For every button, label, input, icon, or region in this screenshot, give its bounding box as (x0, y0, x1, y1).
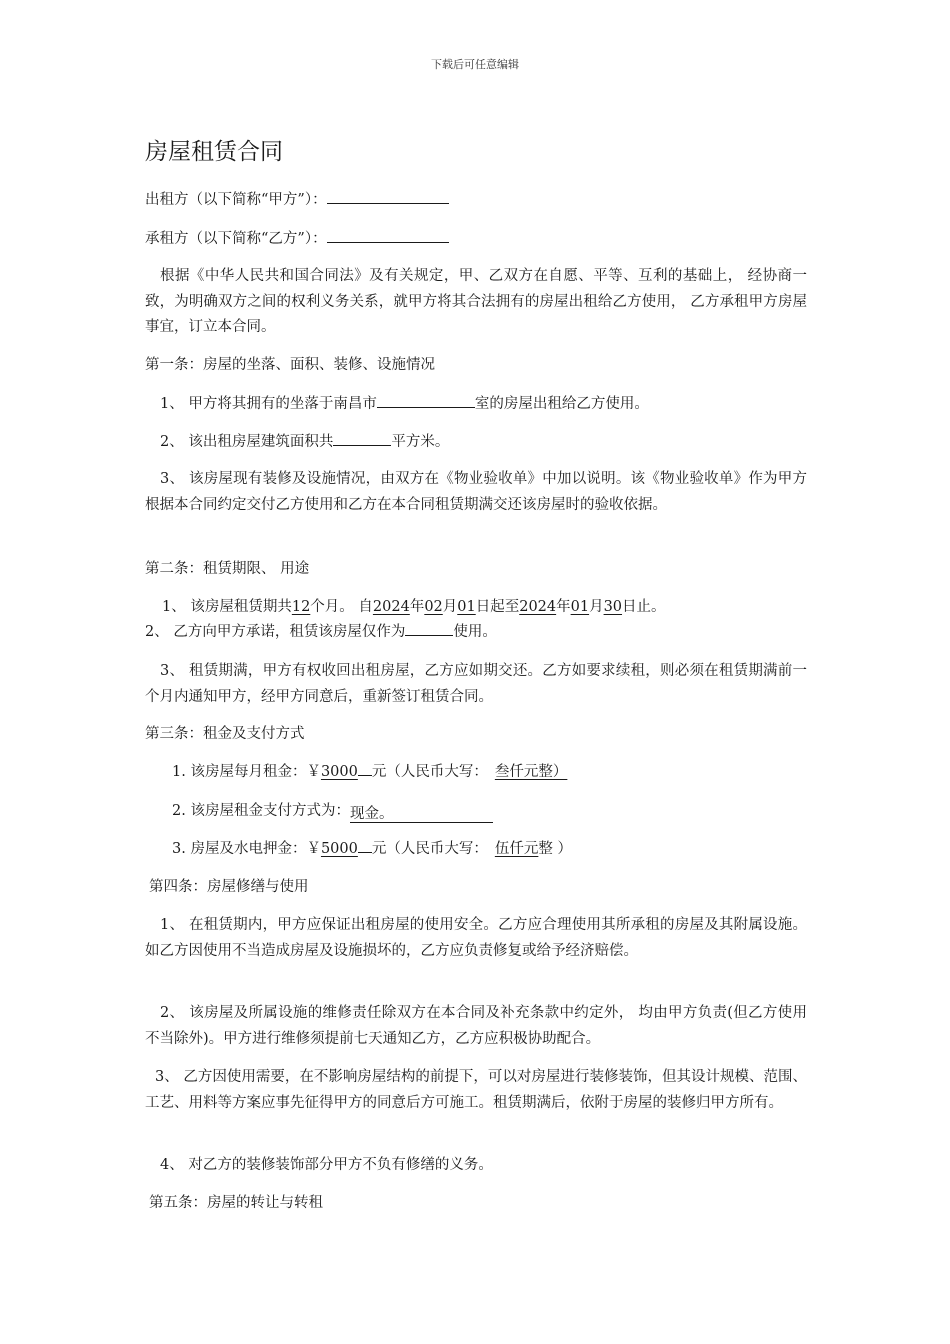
payment-method-field (350, 802, 493, 823)
rent-upper-amount: 叁仟元整） (494, 764, 568, 780)
contract-title: 房屋租赁合同 (145, 139, 283, 165)
lessee-line (145, 227, 807, 251)
article-4-item-2: 2、 该房屋及所属设施的维修责任除双方在本合同及补充条款中约定外， 均由甲方负责(但乙方使用不当除外)。甲方进行维修须提前七天通知乙方，乙方应积极协助配合。 (145, 1005, 807, 1047)
term-end-text: 日止。 (622, 599, 666, 615)
start-day: 01 (457, 599, 476, 615)
rent-upper-label: 元（人民币大写： (371, 764, 488, 780)
month-char: 月 (589, 599, 604, 615)
month-char: 月 (442, 599, 458, 615)
deposit-underline (358, 838, 372, 853)
deposit-upper-tail: 整 ） (538, 841, 572, 857)
start-month: 02 (424, 599, 443, 615)
article-4-item-1: 1、 在租赁期内，甲方应保证出租房屋的使用安全。乙方应合理使用其所承租的房屋及其附属设施。如乙方因使用不当造成房屋及设施损坏的，乙方应负责修复或给予经济赔偿。 (145, 917, 807, 959)
lessee-label: 承租方（以下简称“乙方”）： (145, 231, 327, 247)
article-1-item-2 (160, 430, 822, 454)
deposit-upper-amount: 伍仟元 (494, 841, 539, 857)
article-1-item-3: 3、 该房屋现有装修及设施情况，由双方在《物业验收单》中加以说明。该《物业验收单》作为甲方根据本合同约定交付乙方使用和乙方在本合同租赁期满交还该房屋时的验收依据。 (145, 471, 807, 513)
article-1-item-1-text: 1、 甲方将其拥有的坐落于南昌市 (160, 396, 377, 412)
rent-amount: 3000 (320, 764, 358, 780)
usage-tail: 使用。 (453, 624, 497, 640)
article-1-item-2-tail: 平方米。 (391, 434, 450, 450)
term-months: 12 (291, 599, 311, 615)
year-char: 年 (556, 599, 571, 615)
lessor-label: 出租方（以下简称“甲方”）： (145, 192, 327, 208)
address-blank[interactable] (377, 393, 475, 408)
lessor-name-blank[interactable] (327, 189, 449, 204)
term-to-text: 日起至 (475, 599, 520, 615)
lessor-line (145, 188, 807, 212)
lessee-name-blank[interactable] (327, 228, 449, 243)
deposit-amount: 5000 (320, 841, 358, 857)
usage-text: 2、 乙方向甲方承诺，租赁该房屋仅作为 (145, 624, 406, 640)
start-year: 2024 (372, 599, 410, 615)
article-4-heading: 第四条：房屋修缮与使用 (149, 879, 309, 895)
article-2-heading: 第二条：租赁期限、 用途 (145, 561, 310, 577)
article-3-heading: 第三条：租金及支付方式 (145, 726, 305, 742)
article-2-item-3: 3、 租赁期满，甲方有权收回出租房屋，乙方应如期交还。乙方如要求续租，则必须在租赁期满前一个月内通知甲方，经甲方同意后，重新签订租赁合同。 (145, 663, 807, 705)
article-3-item-1 (172, 760, 834, 784)
term-text: 1、 该房屋租赁期共 (162, 599, 292, 615)
deposit-upper-label: 元（人民币大写： (371, 841, 488, 857)
article-1-item-1 (160, 392, 822, 416)
article-2-item-1 (162, 595, 824, 619)
article-3-item-3 (172, 837, 834, 861)
intro-paragraph: 根据《中华人民共和国合同法》及有关规定，甲、乙双方在自愿、平等、互利的基础上， 经协商一致，为明确双方之间的权利义务关系，就甲方将其合法拥有的房屋出租给乙方使用， 乙方承租甲方房屋事宜，订立本合同。 (145, 268, 807, 335)
article-1-item-2-text: 2、 该出租房屋建筑面积共 (160, 434, 334, 450)
end-year: 2024 (519, 599, 557, 615)
article-4-item-4: 4、 对乙方的装修装饰部分甲方不负有修缮的义务。 (160, 1157, 493, 1173)
end-month: 01 (570, 599, 590, 615)
rent-underline (358, 761, 372, 776)
end-day: 30 (603, 599, 623, 615)
article-4-item-3: 3、 乙方因使用需要，在不影响房屋结构的前提下，可以对房屋进行装修装饰，但其设计规模、范围、 工艺、用料等方案应事先征得甲方的同意后方可施工。租赁期满后，依附于房屋的装修归甲方所有。 (145, 1069, 807, 1111)
article-1-item-1-tail: 室的房屋出租给乙方使用。 (474, 396, 649, 412)
article-1-heading: 第一条：房屋的坐落、面积、装修、设施情况 (145, 357, 435, 373)
year-char: 年 (409, 599, 425, 615)
rent-text: 1. 该房屋每月租金：￥ (172, 764, 321, 780)
payment-method-value: 现金。 (349, 806, 394, 822)
payment-method-text: 2. 该房屋租金支付方式为： (172, 803, 350, 819)
deposit-text: 3. 房屋及水电押金：￥ (172, 841, 321, 857)
article-5-heading: 第五条：房屋的转让与转租 (149, 1195, 323, 1211)
term-from-text: 个月。 自 (310, 599, 373, 615)
area-blank[interactable] (333, 431, 391, 446)
article-2-item-2 (145, 620, 807, 644)
page-header: 下载后可任意编辑 (431, 58, 519, 71)
usage-blank[interactable] (405, 621, 453, 636)
article-3-item-2 (172, 799, 834, 823)
